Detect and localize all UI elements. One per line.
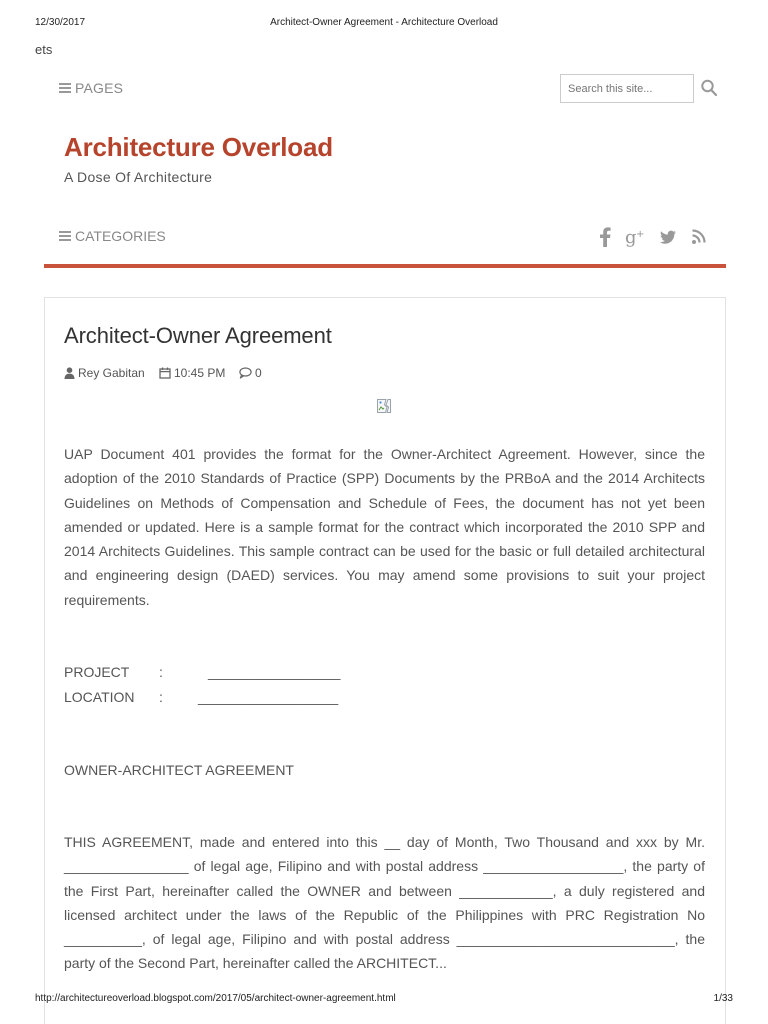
header-divider — [44, 264, 726, 268]
location-colon: : — [159, 689, 163, 705]
pages-menu-button[interactable] — [59, 80, 123, 96]
location-label: LOCATION — [64, 689, 135, 705]
print-page-number: 1/33 — [713, 993, 733, 1004]
print-header — [0, 17, 768, 31]
site-tagline: A Dose Of Architecture — [64, 169, 213, 185]
location-value: __________________ — [198, 689, 339, 705]
project-label: PROJECT — [64, 664, 130, 680]
site-title[interactable]: Architecture Overload — [64, 132, 333, 162]
calendar-icon — [159, 367, 171, 379]
categories-menu-button[interactable] — [59, 228, 166, 244]
pages-menu-label: PAGES — [75, 80, 124, 96]
agreement-paragraph: THIS AGREEMENT, made and entered into this __ day of Month, Two Thousand and xxx by Mr. ________________ of legal age, Filipino and with postal address __________________, the party of the First Part, hereinafter called the OWNER and between ____________, a duly registered and licensed architect under the laws of the Republic of the Philippines with PRC Registration No __________, of legal age, Filipino and with postal address ____________________________, the party of the Second Part, hereinafter called the ARCHITECT... — [64, 834, 705, 972]
print-date: 12/30/2017 — [35, 17, 86, 28]
rss-icon[interactable] — [690, 226, 708, 248]
google-plus-icon[interactable] — [624, 226, 646, 248]
broken-image-icon — [376, 398, 392, 414]
print-title: Architect-Owner Agreement - Architecture Overload — [270, 17, 498, 28]
post-author[interactable] — [64, 366, 145, 380]
print-footer — [0, 993, 768, 1007]
menu-icon — [59, 83, 71, 93]
svg-text:g: g — [625, 227, 637, 248]
agreement-heading: OWNER-ARCHITECT AGREEMENT — [64, 762, 294, 778]
project-field — [64, 664, 341, 680]
location-field — [64, 689, 339, 705]
user-icon — [64, 367, 75, 379]
search-input[interactable] — [560, 74, 694, 103]
comment-count: 0 — [255, 366, 262, 380]
categories-menu-label: CATEGORIES — [75, 228, 166, 244]
project-colon: : — [159, 664, 163, 680]
facebook-icon[interactable] — [598, 226, 612, 248]
twitter-icon[interactable] — [658, 226, 678, 248]
post-time-text: 10:45 PM — [174, 366, 226, 380]
text-fade-overlay — [630, 960, 720, 980]
svg-text:+: + — [636, 229, 645, 240]
post-comments-link[interactable] — [239, 366, 262, 380]
comment-icon — [239, 367, 252, 379]
post-intro-paragraph: UAP Document 401 provides the format for the Owner-Architect Agreement. However, since the adoption of the 2010 Standards of Practice (SPP) Documents by the PRBoA and the 2014 Architects Guidelines on Methods of Compensation and Schedule of Fees, the document has not yet been amended or updated. Here is a sample format for the contract which incorporated the 2010 SPP and 2014 Architects Guidelines. This sample contract can be used for the basic or full detailed architectural and engineering design (DAED) services. You may amend some provisions to suit your project requirements. — [64, 446, 705, 608]
menu-icon — [59, 231, 71, 241]
author-name: Rey Gabitan — [78, 366, 145, 380]
project-value: _________________ — [208, 664, 341, 680]
post-title: Architect-Owner Agreement — [64, 323, 332, 348]
truncated-text: ets — [35, 42, 53, 57]
post-time — [159, 366, 225, 380]
print-url: http://architectureoverload.blogspot.com/2017/05/architect-owner-agreement.html — [35, 993, 396, 1004]
search-icon[interactable] — [700, 78, 718, 98]
